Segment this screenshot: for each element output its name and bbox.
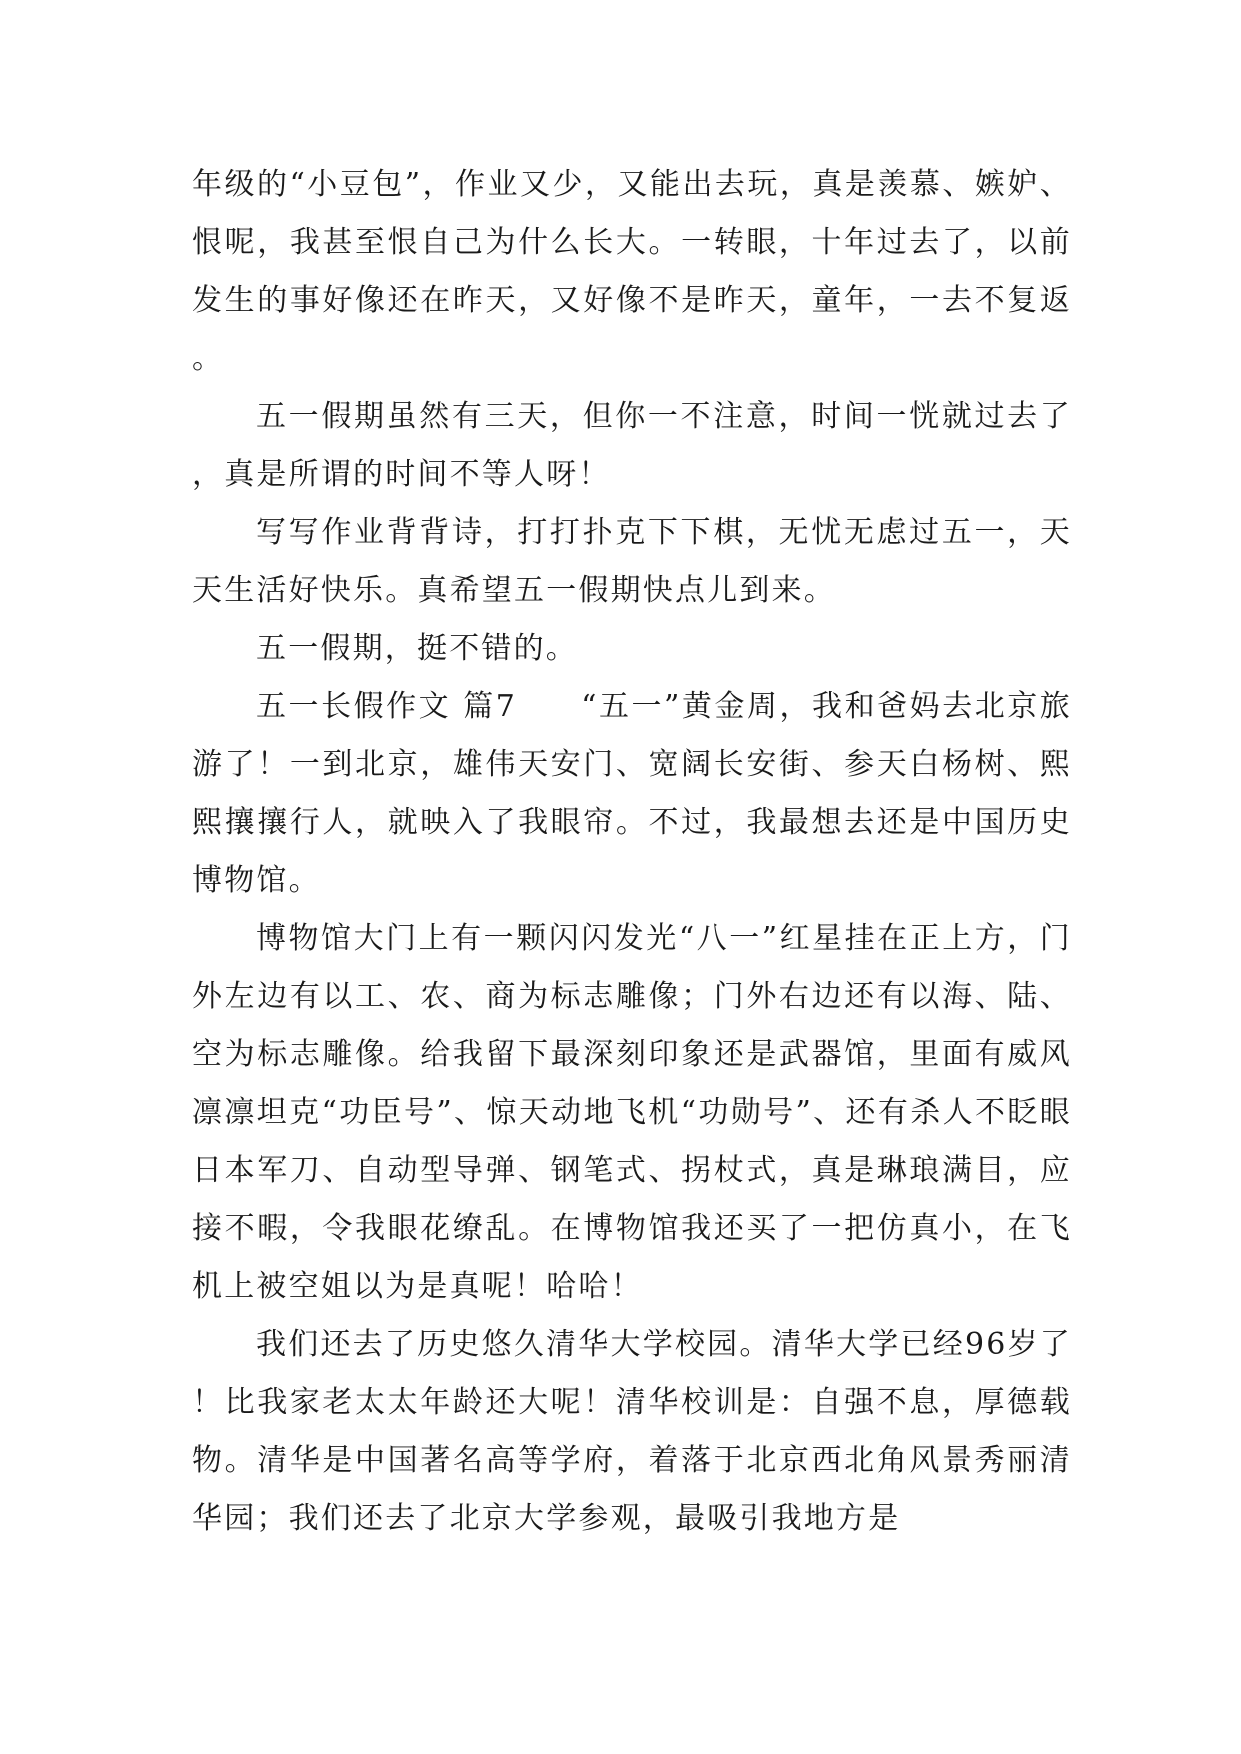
paragraph-3: 写写作业背背诗，打打扑克下下棋，无忧无虑过五一，天天生活好快乐。真希望五一假期快点儿到来。 (192, 515, 1072, 608)
document-body (192, 156, 1072, 1548)
paragraph-museum: 博物馆大门上有一颗闪闪发光“八一”红星挂在正上方，门外左边有以工、农、商为标志雕像；门外右边还有以海、陆、空为标志雕像。给我留下最深刻印象还是武器馆，里面有威风凛凛坦克“功臣号”、惊天动地飞机“功勋号”、还有杀人不眨眼日本军刀、自动型导弹、钢笔式、拐杖式，真是琳琅满目，应接不暇，令我眼花缭乱。在博物馆我还买了一把仿真小，在飞机上被空姐以为是真呢！哈哈！ (192, 921, 1072, 1304)
section-body: “五一”黄金周，我和爸妈去北京旅游了！一到北京，雄伟天安门、宽阔长安街、参天白杨树、熙熙攘攘行人，就映入了我眼帘。不过，我最想去还是中国历史博物馆。 (192, 689, 1072, 898)
paragraph-4: 五一假期，挺不错的。 (256, 631, 578, 666)
paragraph-1: 年级的“小豆包”，作业又少，又能出去玩，真是羡慕、嫉妒、恨呢，我甚至恨自己为什么长大。一转眼，十年过去了，以前发生的事好像还在昨天，又好像不是昨天，童年，一去不复返。 (192, 167, 1072, 376)
section-paragraph (192, 678, 1072, 910)
paragraph-tsinghua: 我们还去了历史悠久清华大学校园。清华大学已经96岁了！比我家老太太年龄还大呢！清华校训是：自强不息，厚德载物。清华是中国著名高等学府，着落于北京西北角风景秀丽清华园；我们还去了北京大学参观，最吸引我地方是 (192, 1327, 1072, 1536)
section-heading: 五一长假作文 篇7 (256, 689, 518, 724)
paragraph-2: 五一假期虽然有三天，但你一不注意，时间一恍就过去了，真是所谓的时间不等人呀！ (192, 399, 1072, 492)
